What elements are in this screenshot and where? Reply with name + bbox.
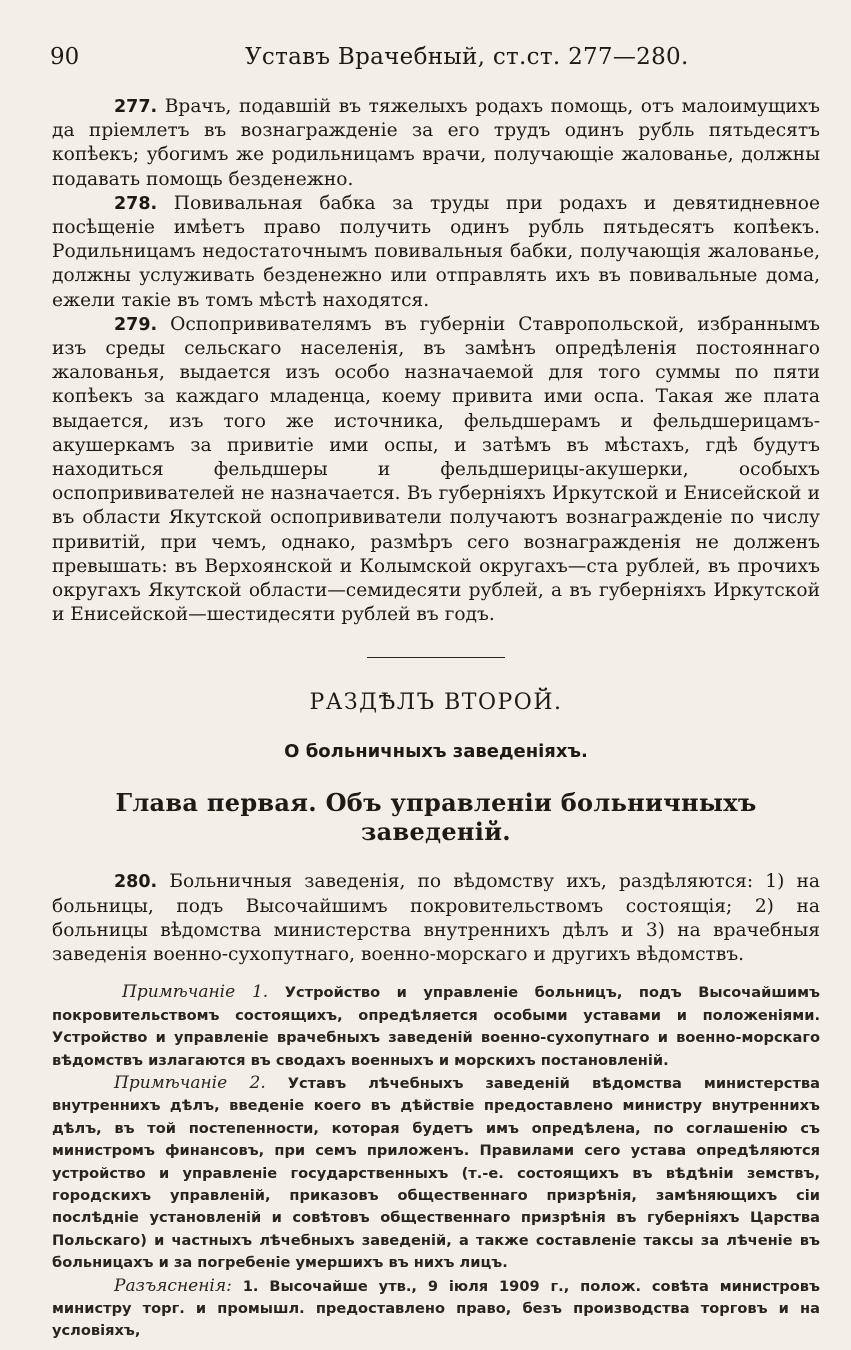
article-number: 277. [114, 97, 158, 117]
article-280 [52, 870, 820, 967]
clarifications-text: 1. Высочайше утв., 9 іюля 1909 г., полож. совѣта министровъ министру торг. и промышл. предоставлено право, безъ производства торговъ и на условіяхъ, [52, 1277, 820, 1340]
note-2 [52, 1072, 820, 1275]
article-number: 279. [114, 314, 158, 335]
note-label: Примѣчаніе 2. [114, 1072, 266, 1093]
article-number: 280. [114, 872, 158, 893]
article-277 [52, 95, 820, 192]
article-number: 278. [114, 193, 158, 214]
clarifications-label: Разъясненія: [114, 1275, 232, 1296]
note-text: Устройство и управленіе больницъ, подъ Высочайшимъ покровительствомъ состоящихъ, опредѣляется особыми уставами и положеніями. Устройство и управленіе врачебныхъ заведеній военно-сухопутнаго и военно-морскаго вѣдомствъ излагаются въ сводахъ военныхъ и морскихъ постановленій. [52, 984, 820, 1069]
page-body [52, 95, 820, 1343]
clarifications [52, 1275, 820, 1343]
article-278 [52, 192, 820, 313]
section-subtitle: О больничныхъ заведеніяхъ. [284, 741, 588, 763]
running-title: Уставъ Врачебный, ст.ст. 277—280. [245, 44, 689, 70]
note-label: Примѣчаніе 1. [122, 982, 269, 1003]
article-text: Повивальная бабка за труды при родахъ и девятидневное посѣщеніе имѣетъ право получить одинъ рубль пятьдесятъ копѣекъ. Родильницамъ недостаточнымъ повивальныя бабки, получающія жалованье, должны услуживать безденежно или отправлять ихъ въ повивальные дома, ежели такіе въ томъ мѣстѣ находятся. [52, 192, 820, 311]
chapter-title: Глава первая. Объ управленіи больничныхъ заведеній. [115, 788, 757, 847]
note-1 [52, 981, 820, 1072]
page-header [50, 44, 791, 84]
note-text: Уставъ лѣчебныхъ заведеній вѣдомства министерства внутреннихъ дѣлъ, введеніе коего въ дѣйствіе предоставлено министру внутреннихъ дѣлъ, въ той постепенности, которая будетъ имъ опредѣлена, по соглашенію съ министромъ финансовъ, при семъ приложенъ. Правилами сего устава опредѣляются устройство и управленіе государственныхъ (т.-е. состоящихъ въ вѣдѣніи земствъ, городскихъ управленій, приказовъ общественнаго призрѣнія, замѣняющихъ сіи послѣдніе установленій и совѣтовъ общественнаго призрѣнія въ губерніяхъ Царства Польскаго) и частныхъ лѣчебныхъ заведеній, а также составленіе таксы за лѣченіе въ больницахъ и за погребеніе умершихъ въ нихъ лицъ. [52, 1074, 820, 1272]
article-279 [52, 313, 820, 628]
page-number: 90 [50, 44, 80, 70]
article-text: Врачъ, подавшій въ тяжелыхъ родахъ помощь, отъ малоимущихъ да пріемлетъ въ вознагражденіе за его трудъ одинъ рубль пятьдесятъ копѣекъ; убогимъ же родильницамъ врачи, получающіе жалованье, должны подавать помощь безденежно. [52, 96, 820, 190]
section-title: РАЗДѢЛЪ ВТОРОЙ. [309, 690, 563, 716]
notes [52, 981, 820, 1343]
article-text: Больничныя заведенія, по вѣдомству ихъ, раздѣляются: 1) на больницы, подъ Высочайшимъ покровительствомъ состоящія; 2) на больницы вѣдомства министерства внутреннихъ дѣлъ и 3) на врачебныя заведенія военно-сухопутнаго, военно-морскаго и другихъ вѣдомствъ. [52, 871, 820, 966]
section-divider [367, 657, 505, 658]
article-text: Оспопрививателямъ въ губерніи Ставропольской, избраннымъ изъ среды сельскаго населенія, въ замѣнъ опредѣленія постояннаго жалованья, выдается изъ особо назначаемой для того суммы по пяти копѣекъ за каждаго младенца, коему привита ими оспа. Такая же плата выдается, изъ того же источника, фельдшерамъ и фельдшерицамъ-акушеркамъ за привитіе ими оспы, и затѣмъ въ мѣстахъ, гдѣ будутъ находиться фельдшеры и фельдшерицы-акушерки, особыхъ оспопрививателей не назначается. Въ губерніяхъ Иркутской и Енисейской и въ области Якутской оспопрививатели получаютъ вознагражденіе по числу привитій, при чемъ, однако, размѣръ сего вознагражденія не долженъ превышать: въ Верхоянской и Колымской округахъ—ста рублей, въ прочихъ округахъ Якутской области—семидесяти рублей, а въ губерніяхъ Иркутской и Енисейской—шестидесяти рублей въ годъ. [52, 313, 820, 626]
